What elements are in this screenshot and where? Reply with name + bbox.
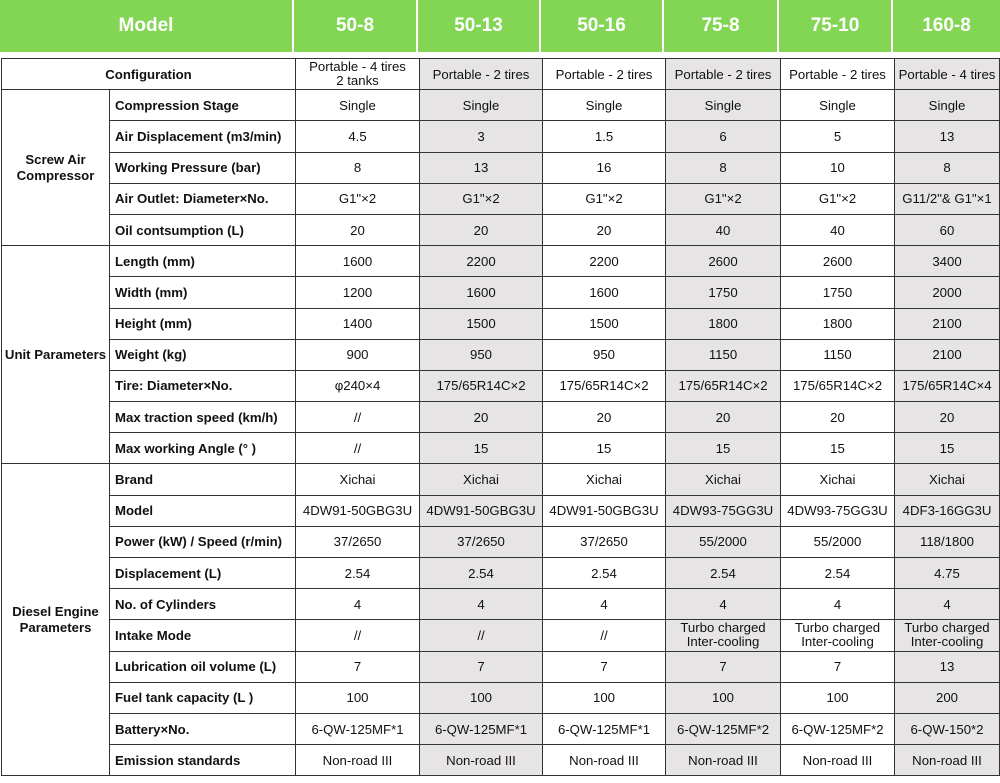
group-label: Screw Air Compressor [2,90,110,246]
table-cell: 100 [666,682,781,713]
table-cell: 7 [666,651,781,682]
table-cell: 4 [781,589,895,620]
parameter-label: Max traction speed (km/h) [110,402,296,433]
table-row [2,402,1000,433]
parameter-label: Height (mm) [110,308,296,339]
parameter-label: Model [110,495,296,526]
parameter-label: Tire: Diameter×No. [110,370,296,401]
table-cell: 4DW91-50GBG3U [420,495,543,526]
table-cell: 8 [666,152,781,183]
table-cell: 20 [420,402,543,433]
header-row [0,0,1000,54]
table-cell: Portable - 2 tires [420,59,543,90]
table-row [2,214,1000,245]
table-cell: 4.5 [296,121,420,152]
spec-table [1,58,1000,776]
table-cell: G1"×2 [420,183,543,214]
table-cell: Xichai [296,464,420,495]
table-row [2,339,1000,370]
table-cell: 20 [666,402,781,433]
model-column-header: 75-10 [779,0,893,52]
table-cell: Xichai [781,464,895,495]
model-header-cell: Model [0,0,294,52]
table-row [2,246,1000,277]
table-cell: Single [895,90,1000,121]
table-cell: 6-QW-125MF*1 [543,713,666,744]
table-cell: 2600 [666,246,781,277]
table-cell: 15 [543,433,666,464]
table-row [2,651,1000,682]
parameter-label: Power (kW) / Speed (r/min) [110,526,296,557]
table-cell: 175/65R14C×2 [543,370,666,401]
table-cell: 1.5 [543,121,666,152]
table-cell: 118/1800 [895,526,1000,557]
table-cell: 4 [666,589,781,620]
table-cell: // [296,402,420,433]
table-cell: 10 [781,152,895,183]
table-cell: Portable - 2 tires [543,59,666,90]
parameter-label: Width (mm) [110,277,296,308]
table-cell: 1200 [296,277,420,308]
table-row [2,620,1000,651]
table-cell: 100 [781,682,895,713]
table-cell: 15 [781,433,895,464]
table-cell: // [543,620,666,651]
table-cell: 100 [543,682,666,713]
table-row [2,370,1000,401]
table-cell: 7 [296,651,420,682]
table-cell: Xichai [543,464,666,495]
table-cell: 2.54 [666,558,781,589]
table-cell: Turbo charged Inter-cooling [666,620,781,651]
table-cell: G1"×2 [781,183,895,214]
table-cell: 175/65R14C×2 [781,370,895,401]
table-cell: 4DW91-50GBG3U [296,495,420,526]
table-cell: 4DW93-75GG3U [666,495,781,526]
parameter-label: Oil contsumption (L) [110,214,296,245]
table-row [2,589,1000,620]
parameter-label: Air Displacement (m3/min) [110,121,296,152]
table-cell: Portable - 2 tires [781,59,895,90]
table-row [2,526,1000,557]
table-cell: 55/2000 [781,526,895,557]
table-cell: 4 [895,589,1000,620]
table-cell: 5 [781,121,895,152]
table-cell: 1750 [781,277,895,308]
table-cell: Non-road III [296,745,420,776]
table-cell: Non-road III [420,745,543,776]
table-cell: 4 [296,589,420,620]
table-cell: 1800 [781,308,895,339]
table-cell: 6-QW-125MF*1 [420,713,543,744]
table-cell: 15 [666,433,781,464]
table-cell: Single [666,90,781,121]
table-cell: Xichai [666,464,781,495]
model-column-header: 50-16 [541,0,664,52]
table-cell: Non-road III [895,745,1000,776]
table-cell: 20 [543,214,666,245]
table-cell: Single [543,90,666,121]
table-cell: 2100 [895,339,1000,370]
table-cell: Portable - 4 tires [895,59,1000,90]
table-cell: 100 [296,682,420,713]
parameter-label: Displacement (L) [110,558,296,589]
table-cell: 1600 [543,277,666,308]
table-cell: 2000 [895,277,1000,308]
parameter-label: Weight (kg) [110,339,296,370]
table-cell: // [296,620,420,651]
table-row [2,59,1000,90]
table-cell: 20 [296,214,420,245]
table-row [2,90,1000,121]
table-cell: 4 [420,589,543,620]
table-cell: 2100 [895,308,1000,339]
table-cell: 6 [666,121,781,152]
group-label: Unit Parameters [2,246,110,464]
table-cell: 1500 [543,308,666,339]
table-cell: Non-road III [781,745,895,776]
table-cell: Xichai [420,464,543,495]
table-cell: 15 [895,433,1000,464]
table-cell: // [296,433,420,464]
table-row [2,121,1000,152]
table-cell: 2.54 [420,558,543,589]
table-row [2,152,1000,183]
table-cell: 900 [296,339,420,370]
table-cell: 20 [543,402,666,433]
table-cell: 1600 [296,246,420,277]
table-cell: 175/65R14C×2 [666,370,781,401]
table-cell: 8 [895,152,1000,183]
parameter-label: Brand [110,464,296,495]
group-label: Diesel Engine Parameters [2,464,110,776]
table-cell: 1500 [420,308,543,339]
table-cell: 4.75 [895,558,1000,589]
parameter-label: Working Pressure (bar) [110,152,296,183]
parameter-label: Fuel tank capacity (L ) [110,682,296,713]
table-cell: 6-QW-125MF*2 [666,713,781,744]
table-cell: // [420,620,543,651]
table-cell: 37/2650 [420,526,543,557]
table-row [2,682,1000,713]
table-cell: 950 [543,339,666,370]
table-cell: 37/2650 [296,526,420,557]
table-cell: 4DW93-75GG3U [781,495,895,526]
table-cell: 2200 [420,246,543,277]
table-cell: 175/65R14C×4 [895,370,1000,401]
table-cell: 4 [543,589,666,620]
table-cell: 7 [543,651,666,682]
parameter-label: Intake Mode [110,620,296,651]
table-cell: 6-QW-150*2 [895,713,1000,744]
parameter-label: Compression Stage [110,90,296,121]
table-cell: 3 [420,121,543,152]
table-cell: 4DF3-16GG3U [895,495,1000,526]
parameter-label: Max working Angle (° ) [110,433,296,464]
parameter-label: Lubrication oil volume (L) [110,651,296,682]
table-row [2,495,1000,526]
spec-table-body [2,59,1000,776]
table-cell: 40 [781,214,895,245]
parameter-label: Length (mm) [110,246,296,277]
table-cell: G1"×2 [666,183,781,214]
table-cell: 6-QW-125MF*1 [296,713,420,744]
table-cell: 6-QW-125MF*2 [781,713,895,744]
table-cell: 7 [781,651,895,682]
table-cell: Xichai [895,464,1000,495]
table-cell: 1400 [296,308,420,339]
table-row [2,308,1000,339]
model-column-header: 50-13 [418,0,541,52]
table-row [2,745,1000,776]
table-row [2,183,1000,214]
table-cell: 13 [895,121,1000,152]
table-row [2,558,1000,589]
model-column-header: 75-8 [664,0,779,52]
table-cell: 16 [543,152,666,183]
table-cell: Single [781,90,895,121]
table-cell: φ240×4 [296,370,420,401]
table-cell: 1750 [666,277,781,308]
table-cell: 2200 [543,246,666,277]
table-cell: 1150 [781,339,895,370]
table-cell: 8 [296,152,420,183]
table-cell: 7 [420,651,543,682]
table-cell: 2.54 [781,558,895,589]
table-cell: Portable - 2 tires [666,59,781,90]
table-cell: G1"×2 [543,183,666,214]
table-row [2,433,1000,464]
table-row [2,464,1000,495]
table-cell: 40 [666,214,781,245]
table-cell: 200 [895,682,1000,713]
model-column-header: 50-8 [294,0,418,52]
table-cell: Single [296,90,420,121]
table-cell: 175/65R14C×2 [420,370,543,401]
table-cell: 2600 [781,246,895,277]
table-cell: Turbo charged Inter-cooling [895,620,1000,651]
configuration-label: Configuration [2,59,296,90]
table-cell: 2.54 [296,558,420,589]
table-cell: 1150 [666,339,781,370]
table-cell: 20 [420,214,543,245]
table-cell: Non-road III [666,745,781,776]
table-cell: G1"×2 [296,183,420,214]
table-cell: 950 [420,339,543,370]
table-cell: 3400 [895,246,1000,277]
table-cell: 55/2000 [666,526,781,557]
table-cell: 60 [895,214,1000,245]
table-cell: 100 [420,682,543,713]
table-row [2,713,1000,744]
table-cell: Portable - 4 tires 2 tanks [296,59,420,90]
table-cell: Turbo charged Inter-cooling [781,620,895,651]
parameter-label: Emission standards [110,745,296,776]
table-cell: 2.54 [543,558,666,589]
parameter-label: No. of Cylinders [110,589,296,620]
table-cell: 13 [420,152,543,183]
parameter-label: Air Outlet: Diameter×No. [110,183,296,214]
table-cell: 15 [420,433,543,464]
table-row [2,277,1000,308]
table-cell: 37/2650 [543,526,666,557]
table-cell: 1600 [420,277,543,308]
table-cell: Non-road III [543,745,666,776]
table-cell: 1800 [666,308,781,339]
model-column-header: 160-8 [893,0,1000,52]
table-cell: 4DW91-50GBG3U [543,495,666,526]
table-cell: 20 [781,402,895,433]
table-cell: 20 [895,402,1000,433]
parameter-label: Battery×No. [110,713,296,744]
table-cell: G11/2"& G1"×1 [895,183,1000,214]
table-cell: 13 [895,651,1000,682]
table-cell: Single [420,90,543,121]
